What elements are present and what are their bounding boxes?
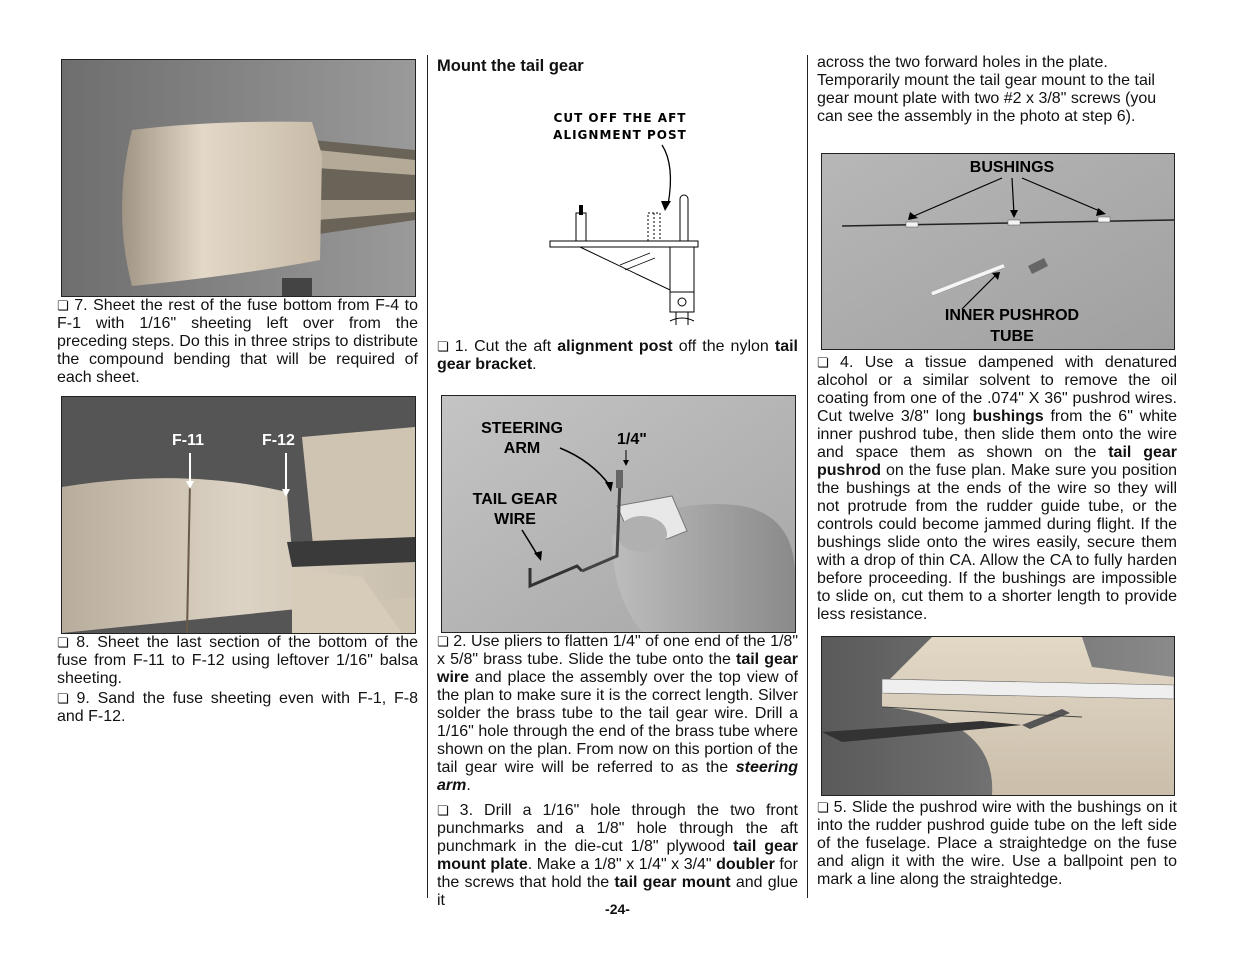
label-tail-gear: TAIL GEAR [472,491,558,508]
diagram-label-line-2: ALIGNMENT POST [553,128,687,142]
step-7-body: 7. Sheet the rest of the fuse bottom from F-4 to F-1 with 1/16" sheeting left over from the preceding steps. Do this in three strips to distribute the compound bending that will be required of each sheet. [57,297,418,386]
step-3-mid-1: . Make a 1/8" x 1/4" x 3/4" [527,856,717,873]
label-quarter-inch: 1/4" [617,431,647,448]
checkbox-step-7[interactable]: ❏ [57,299,69,314]
label-inner-pushrod: INNER PUSHROD [944,307,1080,324]
photo-pushrod-straightedge [821,636,1175,796]
step-2-pre: 2. Use pliers to flatten 1/4" of one end of the 1/8" x 5/8" brass tube. Slide the tube onto the [437,633,798,668]
photo-bushings [821,153,1175,350]
step-1-pre: 1. Cut the aft [454,338,558,355]
checkbox-step-8[interactable]: ❏ [57,636,69,651]
label-f12: F-12 [262,432,295,449]
step-1-bold-1: alignment post [557,338,673,355]
label-steering: STEERING [481,420,563,437]
step-3-post: and glue it [437,874,798,909]
checkbox-step-2[interactable]: ❏ [437,635,449,650]
diagram-tail-gear-bracket [520,105,720,325]
step-5-body: 5. Slide the pushrod wire with the bushings on it into the rudder pushrod guide tube on the left side of the fuselage. Place a straightedge on the fuse and align it with the wire. Use a ballpoint pen to mark a line along the straightedge. [817,799,1177,888]
photo-f11-f12-sheeting [61,396,416,634]
step-4-pre: 4. Use a tissue dampened with denatured alcohol or a similar solvent to remove the oil coating from one of the .074" X 36" pushrod wires. Cut twelve 3/8" long [817,354,1177,425]
step-3-bold-1: tail gear mount plate [437,838,798,873]
checkbox-step-5[interactable]: ❏ [817,801,829,816]
step-4-text [817,354,1177,624]
step-1-post: . [532,356,537,373]
step-3-continued-text: across the two forward holes in the plate. Temporarily mount the tail gear mount to the tail gear mount plate with two #2 x 3/8" screws (you can see the assembly in the photo at step 6). [817,54,1157,125]
diagram-label-line-1: CUT OFF THE AFT [553,111,687,125]
step-8-body: 8. Sheet the last section of the bottom of the fuse from F-11 to F-12 using leftover 1/16" balsa sheeting. [57,634,418,687]
page-number: -24- [605,901,630,917]
step-4-post: on the fuse plan. Make sure you position the bushings at the ends of the wire so they will not protrude from the rudder guide tube, or the controls could become jammed during flight. If the bushings slide onto the wires easily, secure them with a drop of thin CA. Allow the CA to fully harden before proceeding. If the bushings are impossible to slide on, cut them to a shorter length to provide less resistance. [817,462,1177,623]
step-3-pre: 3. Drill a 1/16" hole through the two front punchmarks and a 1/8" hole through the aft punchmark in the die-cut 1/8" plywood [437,802,799,855]
step-1-mid: off the nylon [672,338,775,355]
label-wire: WIRE [494,511,536,528]
step-1-text [437,338,798,374]
step-1-bold-2: tail gear bracket [437,338,798,373]
label-arm: ARM [503,440,541,457]
label-f11: F-11 [172,432,205,449]
step-3-bold-3: tail gear mount [614,874,731,891]
step-2-mid: and place the assembly over the top view of the plan to make sure it is the correct length. Silver solder the brass tube to the tail gear wire. Drill a 1/16" hole through the end of the brass tube where shown on the plan. From now on this portion of the tail gear wire will be referred to as the [437,669,798,776]
step-2-post: . [466,777,471,794]
step-5-text [817,799,1177,889]
label-tube: TUBE [990,328,1034,345]
column-rule-right [807,55,808,898]
checkbox-step-3[interactable]: ❏ [437,804,449,819]
photo-steering-arm [441,395,796,633]
step-9-text [57,690,418,726]
step-7-text [57,297,418,387]
step-9-body: 9. Sand the fuse sheeting even with F-1, F-8 and F-12. [57,690,419,725]
step-3-text [437,802,798,910]
step-8-text [57,634,418,688]
step-2-bold-1: tail gear wire [437,651,799,686]
step-4-mid: from the 6" white inner pushrod tube, then slide them onto the wire and space them as shown on the [817,408,1178,461]
checkbox-step-9[interactable]: ❏ [57,692,69,707]
step-3-bold-2: doubler [716,856,775,873]
column-rule-left [427,55,428,898]
step-3-mid-2: for the screws that hold the [437,856,799,891]
step-4-bold-1: bushings [972,408,1044,425]
step-4-bold-2: tail gear pushrod [817,444,1177,479]
checkbox-step-4[interactable]: ❏ [817,356,829,371]
step-2-text [437,633,798,795]
step-2-bold-italic: steering arm [437,759,798,794]
label-bushings: BUSHINGS [969,159,1055,176]
section-heading: Mount the tail gear [437,57,584,75]
photo-fuse-bottom-sheeting [61,59,416,297]
checkbox-step-1[interactable]: ❏ [437,340,449,355]
